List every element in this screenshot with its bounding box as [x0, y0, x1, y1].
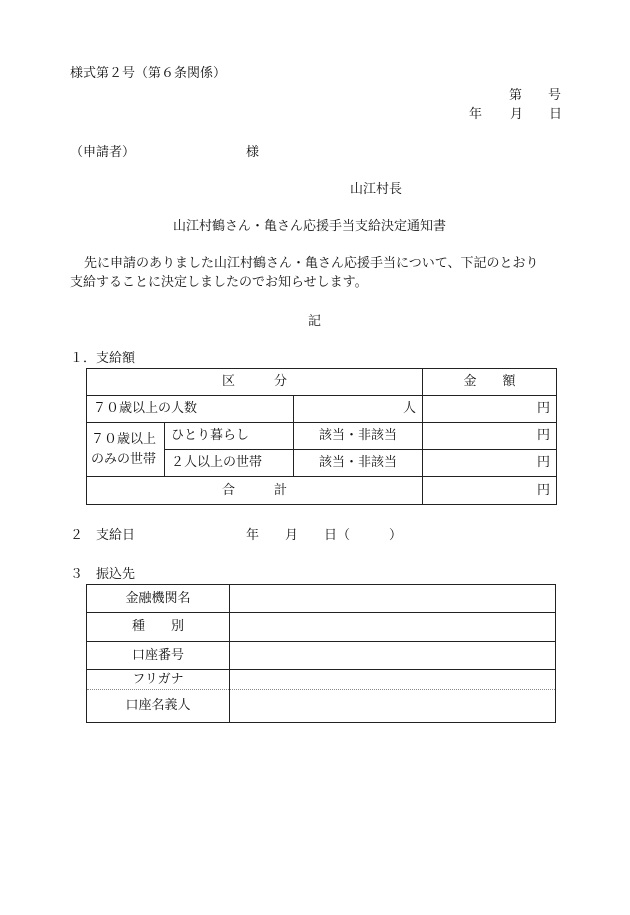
- account-number-label: 口座番号: [87, 642, 230, 670]
- row-single-label: ひとり暮らし: [165, 423, 294, 450]
- doc-no-prefix: 第: [509, 88, 523, 103]
- document-title: 山江村鶴さん・亀さん応援手当支給決定通知書: [173, 219, 447, 234]
- furigana-label: フリガナ: [87, 670, 230, 690]
- row-two-gaitou: 該当・非該当: [294, 450, 423, 477]
- bank-name-label: 金融機関名: [87, 585, 230, 613]
- section1-heading: １．支給額: [70, 351, 136, 366]
- applicant-label: （申請者）: [70, 145, 136, 160]
- account-holder-label: 口座名義人: [87, 690, 230, 723]
- row-70-label: ７０歳以上の人数: [87, 396, 294, 423]
- bank-table: [86, 584, 556, 723]
- form-number: 様式第２号（第６条関係）: [70, 66, 227, 81]
- total-label: 合 計: [87, 477, 423, 505]
- ki-mark: 記: [308, 314, 322, 329]
- account-type-label: 種 別: [87, 613, 230, 642]
- row-single-yen: 円: [423, 423, 557, 450]
- issuer: 山江村長: [350, 182, 403, 197]
- date-year: 年: [469, 107, 483, 122]
- account-number-value[interactable]: [230, 642, 556, 670]
- column-header-kingaku: 金 額: [423, 369, 557, 396]
- furigana-value[interactable]: [230, 670, 556, 690]
- payment-date: 年 月 日（ ）: [246, 528, 403, 543]
- doc-no-suffix: 号: [548, 88, 562, 103]
- section3-heading: ３ 振込先: [70, 567, 136, 582]
- household-group-label-line2: のみの世帯: [91, 451, 157, 467]
- row-70-unit: 人: [294, 396, 423, 423]
- account-holder-value[interactable]: [230, 690, 556, 723]
- row-single-gaitou: 該当・非該当: [294, 423, 423, 450]
- account-type-value[interactable]: [230, 613, 556, 642]
- row-two-yen: 円: [423, 450, 557, 477]
- amount-table: [86, 368, 557, 505]
- body-line-2: 支給することに決定しましたのでお知らせします。: [70, 275, 368, 290]
- household-group-label: [87, 423, 165, 477]
- row-two-label: ２人以上の世帯: [165, 450, 294, 477]
- household-group-label-line1: ７０歳以上: [91, 431, 157, 447]
- bank-name-value[interactable]: [230, 585, 556, 613]
- date-month: 月: [510, 107, 524, 122]
- row-70-yen: 円: [423, 396, 557, 423]
- column-header-kubun: 区 分: [87, 369, 423, 396]
- date-day: 日: [549, 107, 563, 122]
- total-yen: 円: [423, 477, 557, 505]
- applicant-honorific: 様: [246, 145, 260, 160]
- section2-heading: ２ 支給日: [70, 528, 136, 543]
- body-line-1: 先に申請のありました山江村鶴さん・亀さん応援手当について、下記のとおり: [84, 256, 539, 271]
